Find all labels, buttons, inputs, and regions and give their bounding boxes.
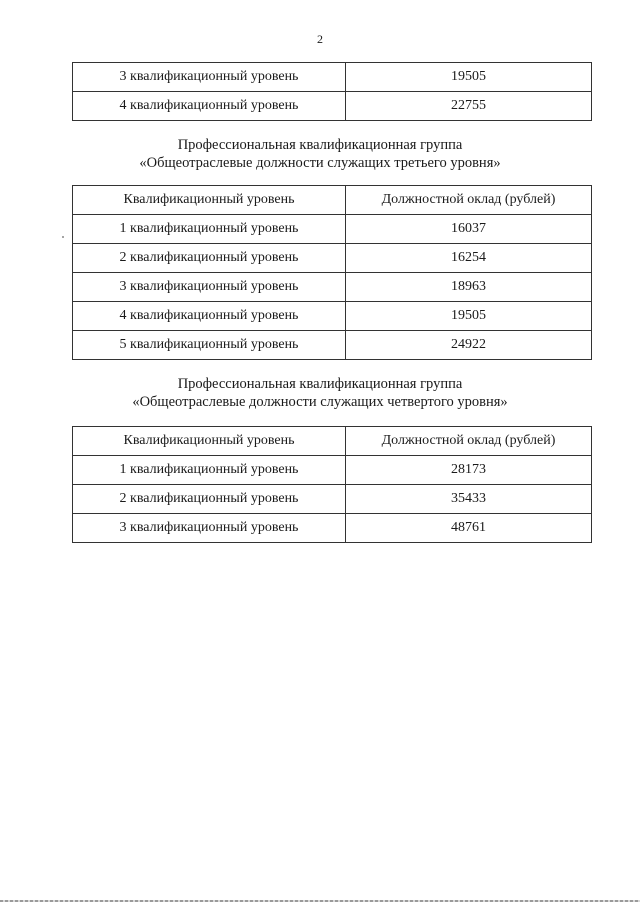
group-fourth-heading bbox=[0, 375, 640, 411]
group-third-heading-line2: «Общеотраслевые должности служащих третьего уровня» bbox=[139, 155, 501, 171]
table-row bbox=[73, 63, 592, 92]
level-cell: 3 квалификационный уровень bbox=[73, 273, 346, 302]
column-header-level: Квалификационный уровень bbox=[73, 186, 346, 215]
level-cell: 1 квалификационный уровень bbox=[73, 456, 346, 485]
group-fourth-heading-line1: Профессиональная квалификационная группа bbox=[177, 376, 463, 392]
table-row bbox=[73, 92, 592, 121]
column-header-salary: Должностной оклад (рублей) bbox=[346, 186, 592, 215]
table-row bbox=[73, 215, 592, 244]
level-cell: 3 квалификационный уровень bbox=[73, 63, 346, 92]
salary-table-third-level bbox=[72, 185, 592, 360]
salary-cell: 35433 bbox=[346, 485, 592, 514]
column-header-level: Квалификационный уровень bbox=[73, 427, 346, 456]
level-cell: 5 квалификационный уровень bbox=[73, 331, 346, 360]
table-header-row bbox=[73, 427, 592, 456]
salary-cell: 28173 bbox=[346, 456, 592, 485]
level-cell: 2 квалификационный уровень bbox=[73, 485, 346, 514]
salary-cell: 48761 bbox=[346, 514, 592, 543]
table-row bbox=[73, 244, 592, 273]
scan-edge-line bbox=[0, 900, 640, 902]
group-fourth-heading-line2: «Общеотраслевые должности служащих четвертого уровня» bbox=[132, 394, 508, 410]
salary-cell: 16037 bbox=[346, 215, 592, 244]
salary-table-continued bbox=[72, 62, 592, 121]
table-header-row bbox=[73, 186, 592, 215]
scan-speck bbox=[62, 236, 64, 238]
level-cell: 1 квалификационный уровень bbox=[73, 215, 346, 244]
table-row bbox=[73, 485, 592, 514]
salary-cell: 22755 bbox=[346, 92, 592, 121]
column-header-salary: Должностной оклад (рублей) bbox=[346, 427, 592, 456]
group-third-heading-line1: Профессиональная квалификационная группа bbox=[177, 137, 463, 153]
level-cell: 4 квалификационный уровень bbox=[73, 92, 346, 121]
group-third-heading bbox=[0, 136, 640, 172]
salary-table-fourth-level bbox=[72, 426, 592, 543]
salary-cell: 19505 bbox=[346, 302, 592, 331]
table-row bbox=[73, 273, 592, 302]
salary-cell: 18963 bbox=[346, 273, 592, 302]
table-row bbox=[73, 331, 592, 360]
level-cell: 3 квалификационный уровень bbox=[73, 514, 346, 543]
salary-cell: 19505 bbox=[346, 63, 592, 92]
table-row bbox=[73, 302, 592, 331]
table-row bbox=[73, 456, 592, 485]
table-row bbox=[73, 514, 592, 543]
level-cell: 4 квалификационный уровень bbox=[73, 302, 346, 331]
salary-cell: 16254 bbox=[346, 244, 592, 273]
salary-cell: 24922 bbox=[346, 331, 592, 360]
level-cell: 2 квалификационный уровень bbox=[73, 244, 346, 273]
page-number: 2 bbox=[317, 32, 323, 46]
